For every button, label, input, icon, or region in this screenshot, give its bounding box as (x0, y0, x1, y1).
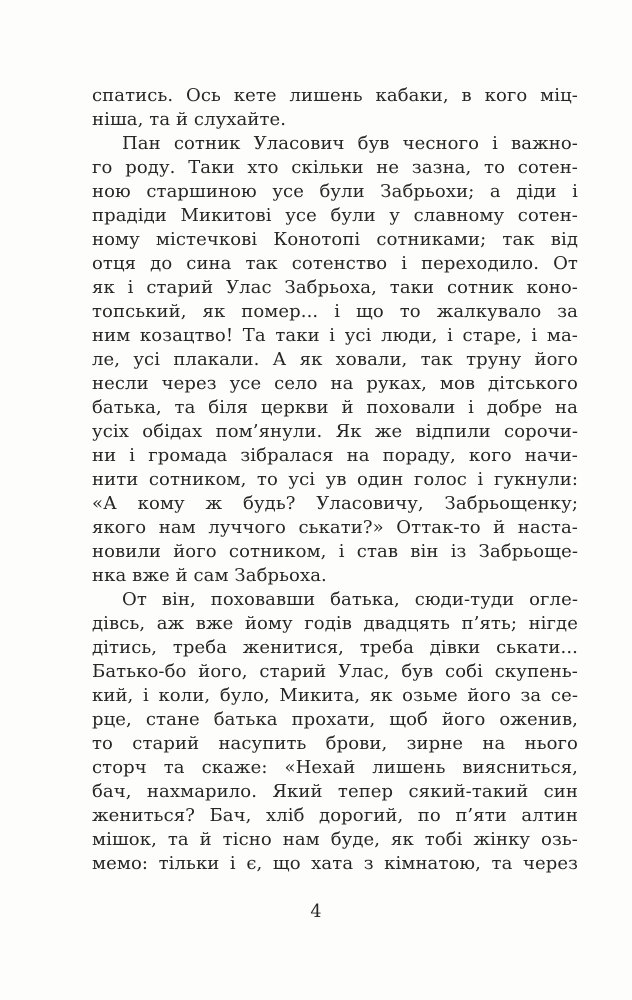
text-line: ніша, та й слухайте. (92, 109, 287, 130)
text-line: дітись, треба женитися, треба дівки ськати... (92, 637, 578, 658)
text-line: ною старшиною усе були Забрьохи; а діди і (92, 181, 578, 202)
text-line: спатись. Ось кете лишень кабаки, в кого міц- (92, 85, 578, 106)
text-line: го роду. Таки хто скільки не зазна, то сотен- (92, 157, 578, 178)
text-line: ному містечкові Конотопі сотниками; так від (92, 229, 578, 250)
paragraph (92, 132, 578, 588)
text-line: батька, та біля церкви й поховали і добре на (92, 397, 578, 418)
text-line: дівсь, аж вже йому годів двадцять п’ять; нігде (92, 613, 578, 634)
text-line: жениться? Бач, хліб дорогий, по п’яти алтин (92, 805, 578, 826)
text-line: ни і громада зібралася на пораду, кого начи- (92, 445, 578, 466)
text-line: прадіди Микитові усе були у славному сотен- (92, 205, 578, 226)
text-line: нити сотником, то усі ув один голос і гукнули: (92, 469, 578, 490)
text-line: то старий насупить брови, зирне на нього (92, 733, 578, 754)
paragraph (92, 588, 578, 876)
text-line: «А кому ж будь? Уласовичу, Забрьощенку; (92, 493, 578, 514)
paragraph (92, 84, 578, 132)
text-line: Пан сотник Уласович був чесного і важно- (122, 133, 578, 154)
text-line: От він, поховавши батька, сюди-туди огле- (122, 589, 578, 610)
text-line: мемо: тільки і є, що хата з кімнатою, та через (92, 853, 578, 874)
text-line: сторч та скаже: «Нехай лишень виясниться, (92, 757, 578, 778)
text-line: усіх обідах пом’янули. Як же відпили сорочи- (92, 421, 578, 442)
text-line: мішок, та й тісно нам буде, як тобі жінку озь- (92, 829, 578, 850)
text-line: якого нам луччого ськати?» Оттак-то й наста- (92, 517, 578, 538)
page-text (92, 84, 578, 876)
text-line: новили його сотником, і став він із Забрьоще- (92, 541, 578, 562)
text-line: рце, стане батька прохати, щоб його оженив, (92, 709, 578, 730)
text-line: несли через усе село на руках, мов дітського (92, 373, 578, 394)
text-line: бач, нахмарило. Який тепер сякий-такий син (92, 781, 578, 802)
text-line: кий, і коли, було, Микита, як озьме його за се- (92, 685, 578, 706)
text-line: як і старий Улас Забрьоха, таки сотник коно- (92, 277, 578, 298)
text-line: ле, усі плакали. А як ховали, так труну його (92, 349, 578, 370)
text-line: Батько-бо його, старий Улас, був собі скупень- (92, 661, 578, 682)
page-number: 4 (310, 902, 322, 922)
text-line: нка вже й сам Забрьоха. (92, 565, 327, 586)
text-line: ним козацтво! Та таки і усі люди, і старе, і ма- (92, 325, 578, 346)
text-line: отця до сина так сотенство і переходило. От (92, 253, 578, 274)
text-line: топський, як помер... і що то жалкувало за (92, 301, 578, 322)
